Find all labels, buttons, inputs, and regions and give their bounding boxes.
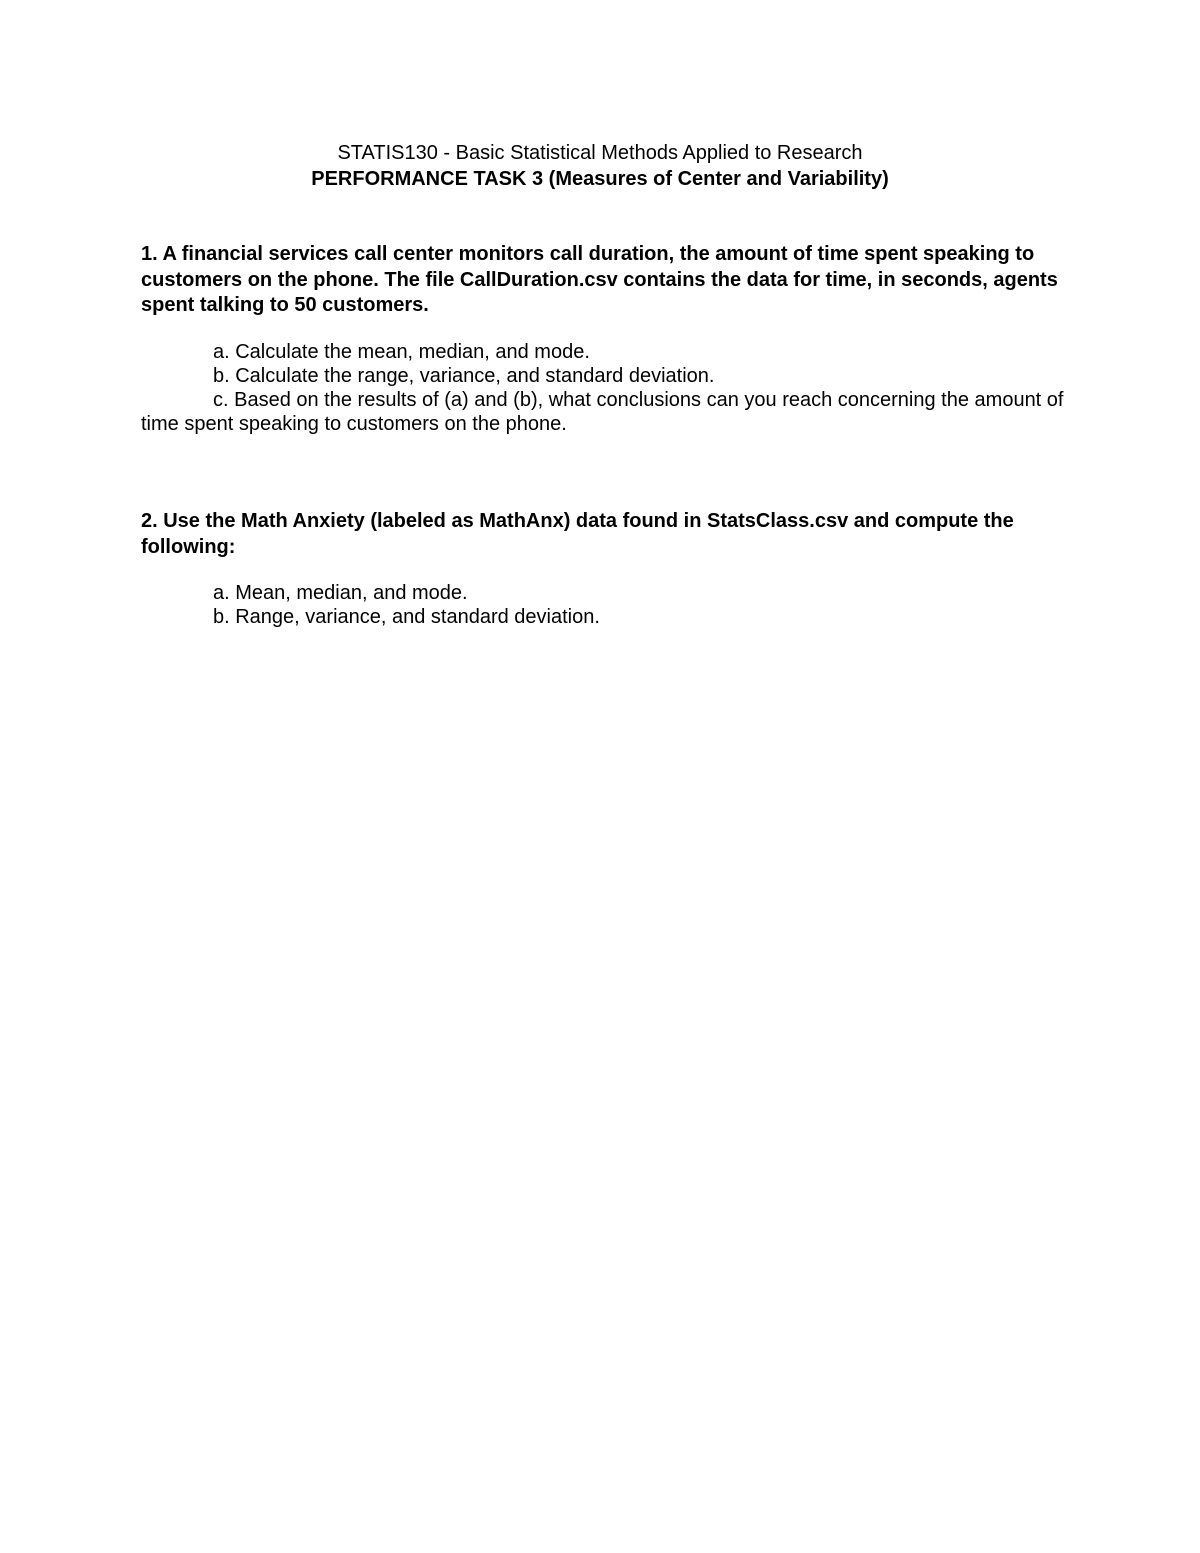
question-1-item-c: c. Based on the results of (a) and (b), what conclusions can you reach concerning the amount of time spent speaking to customers on the phone. bbox=[141, 389, 1064, 435]
task-title: PERFORMANCE TASK 3 (Measures of Center and Variability) bbox=[311, 168, 889, 190]
question-2-item-a: a. Mean, median, and mode. bbox=[213, 582, 468, 604]
question-2-item-b: b. Range, variance, and standard deviation. bbox=[213, 606, 600, 628]
question-1-item-a: a. Calculate the mean, median, and mode. bbox=[213, 341, 590, 363]
question-2-subitems bbox=[141, 581, 1071, 629]
question-1-subitems bbox=[141, 340, 1071, 436]
question-1-item-b: b. Calculate the range, variance, and standard deviation. bbox=[213, 365, 715, 387]
question-1-prompt: 1. A financial services call center monitors call duration, the amount of time spent speaking to customers on the phone. The file CallDuration.csv contains the data for time, in seconds, agents spent talking to 50 customers. bbox=[141, 243, 1058, 316]
question-2-prompt: 2. Use the Math Anxiety (labeled as MathAnx) data found in StatsClass.csv and compute the following: bbox=[141, 510, 1014, 558]
course-title: STATIS130 - Basic Statistical Methods Applied to Research bbox=[337, 142, 863, 164]
